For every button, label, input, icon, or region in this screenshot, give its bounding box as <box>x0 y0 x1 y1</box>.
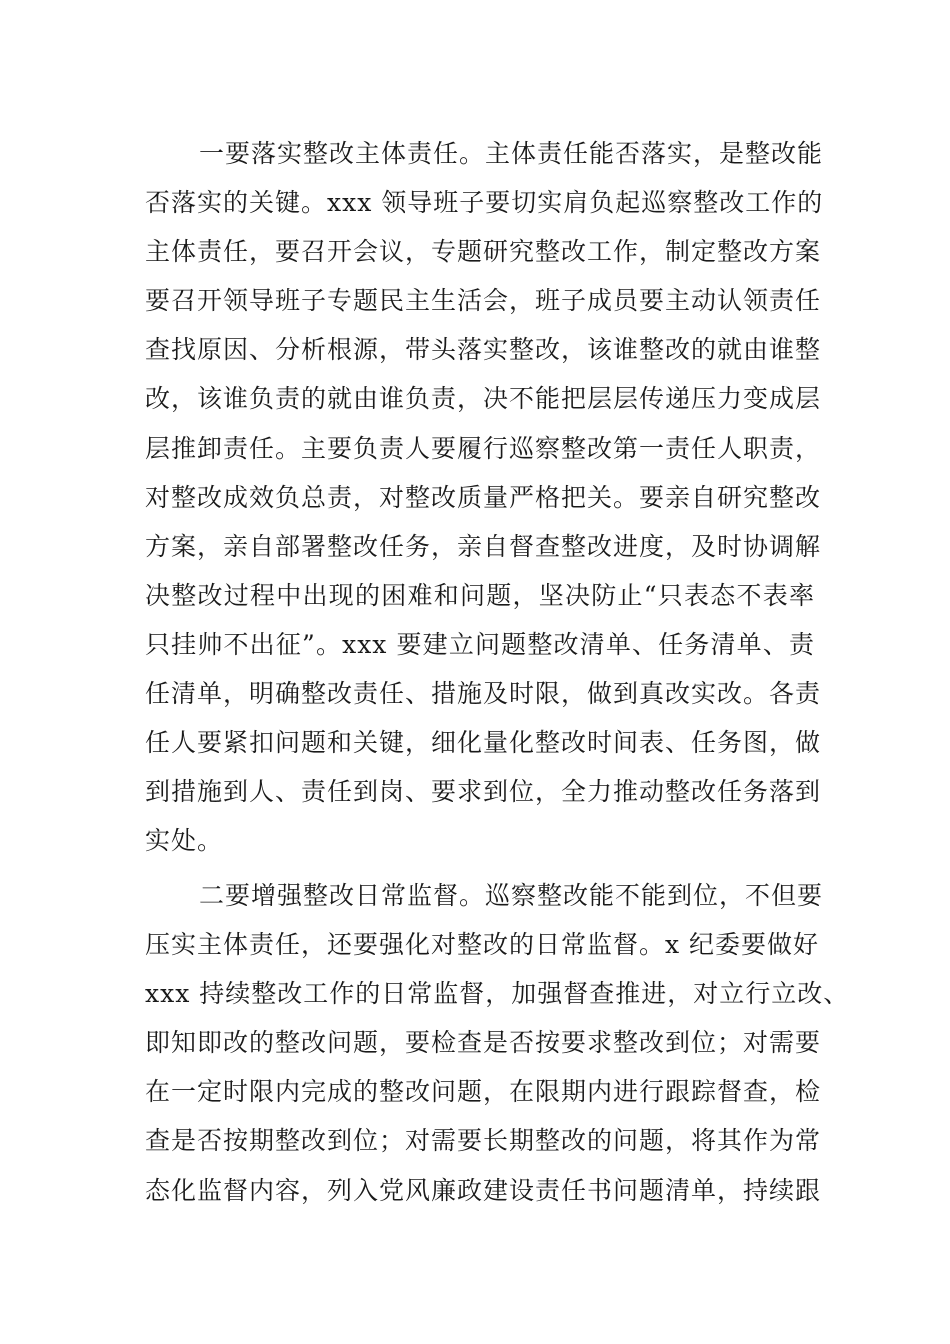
paragraph-line: 实处。 <box>145 826 224 856</box>
paragraph-line: 二要增强整改日常监督。巡察整改能不能到位，不但要 <box>199 881 824 910</box>
paragraph-line: 查找原因、分析根源，带头落实整改，该谁整改的就由谁整 <box>145 335 822 365</box>
paragraph-line: 态化监督内容，列入党风廉政建设责任书问题清单，持续跟 <box>145 1175 822 1205</box>
paragraph-line: 压实主体责任，还要强化对整改的日常监督。x 纪委要做好 <box>145 930 820 960</box>
paragraph-2 <box>145 871 850 1215</box>
paragraph-line: 到措施到人、责任到岗、要求到位，全力推动整改任务落到 <box>145 777 822 807</box>
paragraph-line: 决整改过程中出现的困难和问题，坚决防止“只表态不表率 <box>145 580 815 610</box>
paragraph-line: 任人要紧扣问题和关键，细化量化整改时间表、任务图，做 <box>145 728 822 758</box>
paragraph-line: 要召开领导班子专题民主生活会，班子成员要主动认领责任 <box>145 286 822 316</box>
paragraph-line: xxx 持续整改工作的日常监督，加强督查推进，对立行立改、 <box>145 979 850 1009</box>
paragraph-line: 层推卸责任。主要负责人要履行巡察整改第一责任人职责， <box>145 433 822 463</box>
paragraph-line: 一要落实整改主体责任。主体责任能否落实，是整改能 <box>199 139 824 168</box>
paragraph-line: 改，该谁负责的就由谁负责，决不能把层层传递压力变成层 <box>145 384 822 414</box>
paragraph-line: 否落实的关键。xxx 领导班子要切实肩负起巡察整改工作的 <box>145 188 824 218</box>
paragraph-line: 只挂帅不出征”。xxx 要建立问题整改清单、任务清单、责 <box>145 629 815 659</box>
paragraph-line: 查是否按期整改到位；对需要长期整改的问题，将其作为常 <box>145 1126 822 1156</box>
paragraph-line: 任清单，明确整改责任、措施及时限，做到真改实改。各责 <box>145 679 822 709</box>
paragraph-line: 在一定时限内完成的整改问题，在限期内进行跟踪督查，检 <box>145 1077 822 1107</box>
paragraph-line: 对整改成效负总责，对整改质量严格把关。要亲自研究整改 <box>145 482 822 512</box>
paragraph-1 <box>145 129 824 865</box>
paragraph-line: 主体责任，要召开会议，专题研究整改工作，制定整改方案 <box>145 237 822 267</box>
paragraph-line: 方案，亲自部署整改任务，亲自督查整改进度，及时协调解 <box>145 531 822 561</box>
paragraph-line: 即知即改的整改问题，要检查是否按要求整改到位；对需要 <box>145 1028 822 1058</box>
